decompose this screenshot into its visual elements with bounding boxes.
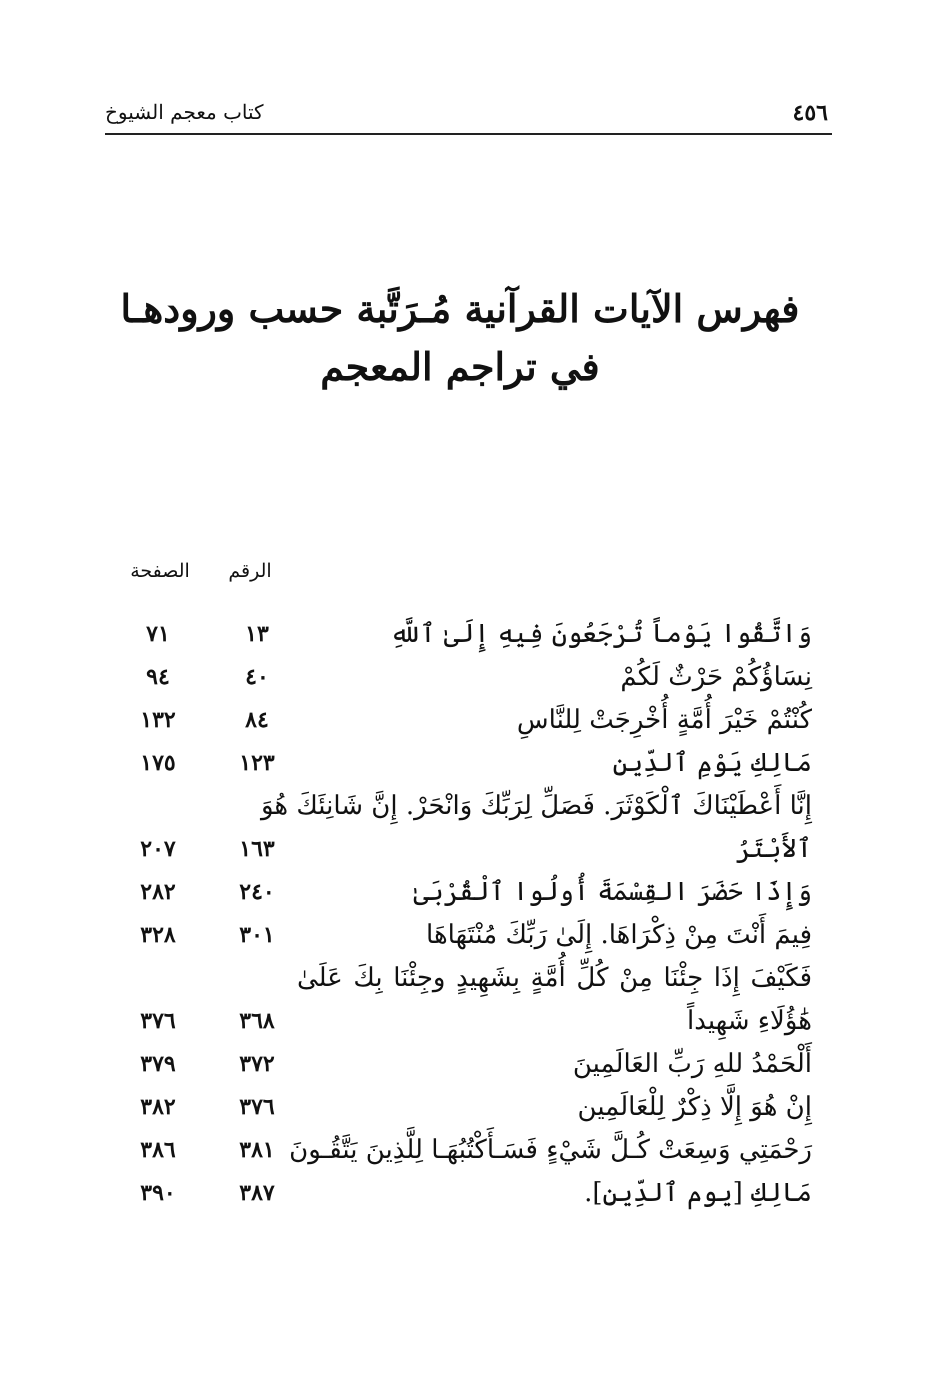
verse-row-continued [100,785,812,827]
verse-row [100,871,812,913]
verse-page: ١٧٥ [140,750,176,776]
verse-text-line-2: ٱلأَبْتَرُ [735,834,812,864]
verse-row [100,1000,812,1042]
verse-page: ٢٨٢ [140,879,176,905]
verse-number: ٣٧٢ [239,1051,275,1077]
verse-number: ٣٨١ [239,1137,275,1163]
verse-row [100,828,812,870]
verse-row [100,1086,812,1128]
verse-text: نِسَاؤُكُمْ حَرْثٌ لَكُمْ [620,662,812,692]
verse-page: ٣٧٦ [140,1008,176,1034]
verse-text-line-1: فَكَيْفَ إِذَا جِئْنَا مِنْ كُلِّ أُمَّةٍ بِشَهِيدٍ وجِئْنَا بِكَ عَلَىٰ [297,963,812,993]
verse-text-line-2: هَٰؤُلَاءِ شَهِيداً [687,1006,812,1036]
verse-text: فِيمَ أَنْتَ مِنْ ذِكْرَاهَا. إِلَىٰ رَبِّكَ مُنْتَهَاهَا [426,920,812,950]
verse-row [100,656,812,698]
verse-number: ١٣ [245,621,269,647]
verse-page: ٧١ [146,621,170,647]
header-rule [105,133,832,135]
verse-text: كُنْتُمْ خَيْرَ أُمَّةٍ أُخْرِجَتْ لِلنَّاسِ [516,705,812,735]
verse-number: ٣٦٨ [239,1008,275,1034]
verse-number: ٣٠١ [239,922,275,948]
verse-number: ١٦٣ [239,836,275,862]
verse-text: رَحْمَتِي وَسِعَتْ كُـلَّ شَيْءٍ فَسَـأَكْتُبُهَـا لِلَّذِينَ يَتَّقُـونَ [289,1135,812,1165]
verse-row [100,1129,812,1171]
verse-page: ٣٨٢ [140,1094,176,1120]
running-title: كتاب معجم الشيوخ [105,100,264,124]
verse-page: ١٣٢ [140,707,176,733]
verse-page: ٣٢٨ [140,922,176,948]
verse-page: ٩٤ [146,664,170,690]
verse-number: ٣٧٦ [239,1094,275,1120]
verse-number: ٤٠ [245,664,269,690]
verse-number: ٢٤٠ [239,879,275,905]
column-header-page: الصفحة [130,560,190,582]
verse-row [100,1043,812,1085]
index-heading: فهرس الآيات القرآنية مُـرَتَّبة حسب ورودهـا في تراجم المعجم [120,286,800,389]
verse-text: وَإِذَا حَضَرَ القِسْمَةَ أُولُوا ٱلْقُرْبَىٰ [413,877,812,907]
verse-number: ١٢٣ [239,750,275,776]
verse-text-line-1: إِنَّا أَعْطَيْنَاكَ ٱلْكَوْثَرَ. فَصَلِّ لِرَبِّكَ وَانْحَرْ. إِنَّ شَانِئَكَ هُوَ [260,791,812,821]
verse-number: ٣٨٧ [239,1180,275,1206]
verse-page: ٢٠٧ [140,836,176,862]
verse-number: ٨٤ [245,707,269,733]
verse-row [100,613,812,655]
verse-page: ٣٧٩ [140,1051,176,1077]
verse-text: مَالِكِ يَوْمِ ٱلدِّينِ [612,748,812,778]
verse-page: ٣٨٦ [140,1137,176,1163]
verse-row [100,699,812,741]
verse-row-continued [100,957,812,999]
verse-text: مَالِكِ [يوم ٱلدِّينِ]. [584,1178,812,1208]
verse-text: إِنْ هُوَ إِلَّا ذِكْرٌ لِلْعَالَمِين [577,1092,812,1122]
page-number: ٤٥٦ [792,100,828,126]
verse-row [100,914,812,956]
verse-text: وَاتَّقُوا يَوْماً تُرْجَعُونَ فِيهِ إِلَىٰ ٱللَّهِ [389,619,812,649]
verse-row [100,742,812,784]
verse-page: ٣٩٠ [140,1180,176,1206]
verse-row [100,1172,812,1214]
column-header-number: الرقم [228,560,272,582]
verse-text: أَلْحَمْدُ للهِ رَبِّ العَالَمِينَ [572,1049,812,1079]
